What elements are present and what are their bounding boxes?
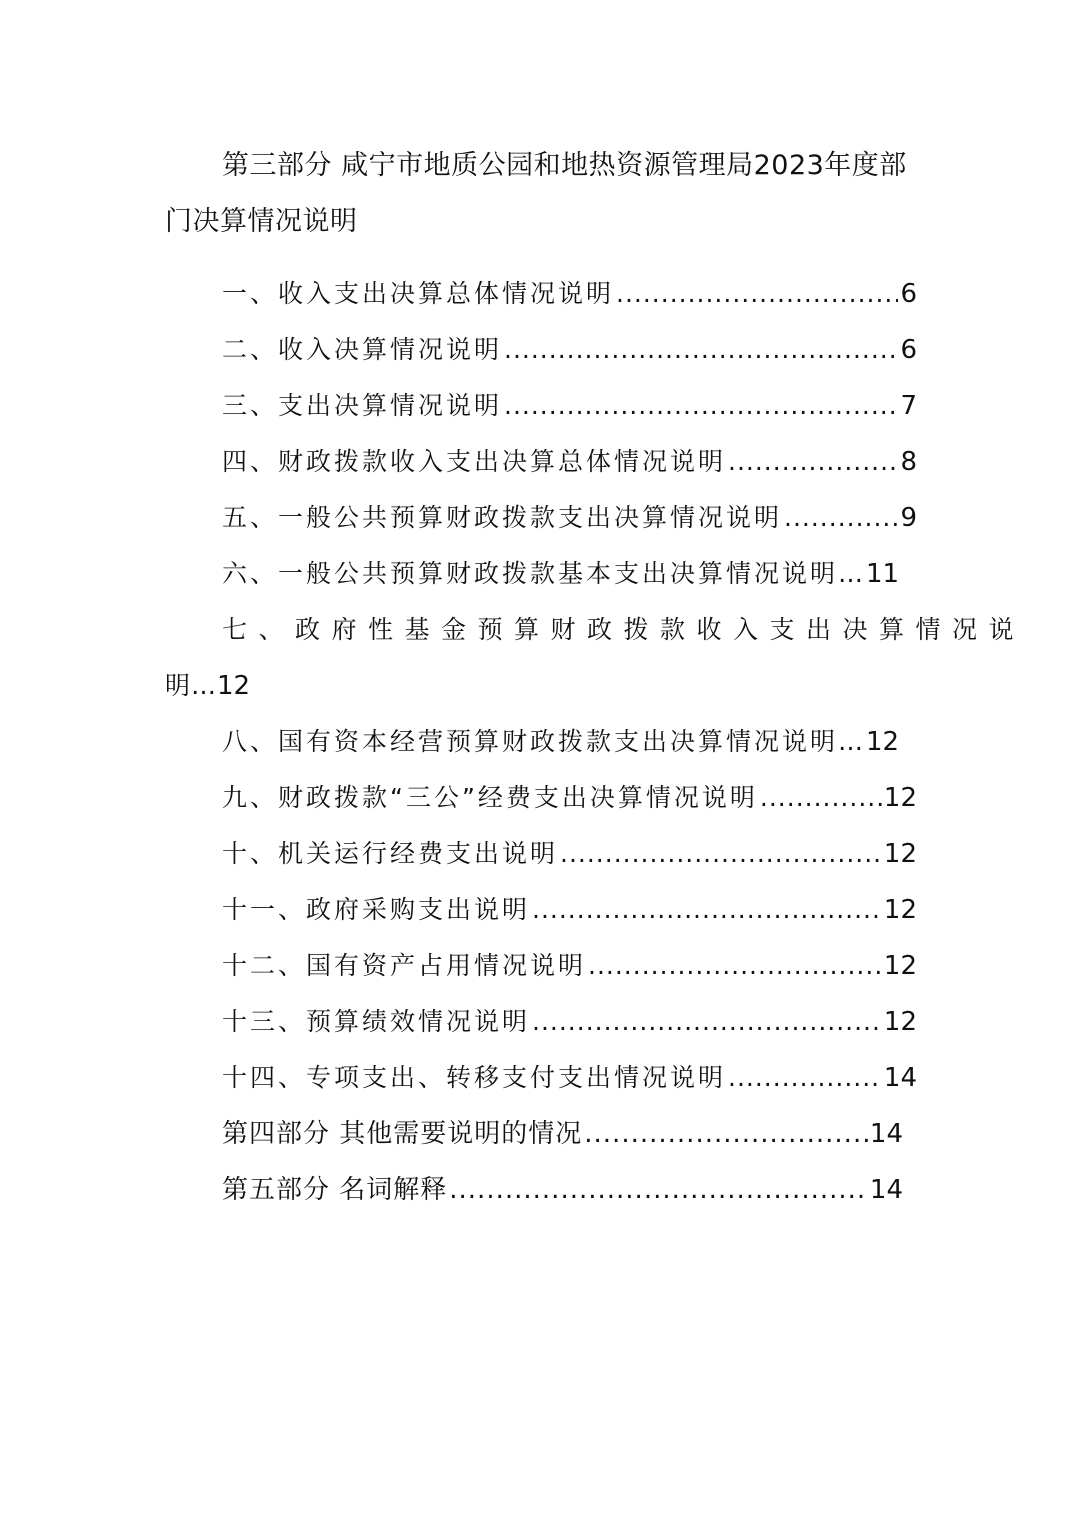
toc-entry-label: 十一、政府采购支出说明 <box>222 895 531 924</box>
toc-page-number: 12 <box>217 671 251 701</box>
toc-entry-wrapped[interactable] <box>165 602 1026 658</box>
toc-entry[interactable] <box>165 490 917 546</box>
toc-entry[interactable] <box>165 994 917 1050</box>
toc-entry[interactable] <box>165 714 917 770</box>
toc-entry-part[interactable] <box>165 1162 917 1218</box>
toc-leader-dots <box>616 266 898 322</box>
toc-entry-label: 四、财政拨款收入支出决算总体情况说明 <box>222 447 727 476</box>
toc-entry-continuation[interactable] <box>165 658 917 714</box>
toc-entry-part[interactable] <box>165 1106 917 1162</box>
toc-entry-label-continuation: 明… <box>165 671 218 700</box>
toc-entry[interactable] <box>165 938 917 994</box>
toc-entry-label: 三、支出决算情况说明 <box>222 391 503 420</box>
toc-page-number: 14 <box>869 1175 903 1205</box>
toc-entry-label: 十二、国有资产占用情况说明 <box>222 951 587 980</box>
toc-entry[interactable] <box>165 770 917 826</box>
toc-page-number: 9 <box>900 503 917 533</box>
table-of-contents <box>165 266 1026 1218</box>
toc-leader-dots <box>728 1050 882 1106</box>
page-title: 第三部分 咸宁市地质公园和地热资源管理局2023年度部门决算情况说明 <box>165 150 907 237</box>
toc-page-number: 12 <box>883 783 917 813</box>
toc-entry-label: 五、一般公共预算财政拨款支出决算情况说明 <box>222 503 783 532</box>
toc-page-number: 12 <box>883 1007 917 1037</box>
toc-page-number: 12 <box>883 839 917 869</box>
toc-entry-label: 十、机关运行经费支出说明 <box>222 839 559 868</box>
toc-entry-label: 第五部分 名词解释 <box>222 1175 448 1205</box>
toc-entry-label: 十四、专项支出、转移支付支出情况说明 <box>222 1063 727 1092</box>
toc-entry-label: 七、政府性基金预算财政拨款收入支出决算情况说 <box>222 615 1026 644</box>
toc-entry-label: 八、国有资本经营预算财政拨款支出决算情况说明… <box>222 727 867 756</box>
toc-page-number: 8 <box>900 447 917 477</box>
toc-entry-label: 六、一般公共预算财政拨款基本支出决算情况说明… <box>222 559 867 588</box>
toc-entry[interactable] <box>165 546 917 602</box>
toc-entry[interactable] <box>165 378 917 434</box>
toc-entry[interactable] <box>165 1050 917 1106</box>
toc-entry[interactable] <box>165 826 917 882</box>
toc-entry[interactable] <box>165 882 917 938</box>
toc-page-number: 12 <box>866 727 900 757</box>
toc-page-number: 6 <box>900 279 917 309</box>
toc-entry-label: 一、收入支出决算总体情况说明 <box>222 279 615 308</box>
toc-page-number: 12 <box>883 951 917 981</box>
toc-leader-dots <box>784 490 898 546</box>
toc-entry[interactable] <box>165 266 917 322</box>
toc-page-number: 14 <box>883 1063 917 1093</box>
toc-page-number: 12 <box>883 895 917 925</box>
toc-page-number: 11 <box>866 559 900 589</box>
toc-entry-label: 二、收入决算情况说明 <box>222 335 503 364</box>
toc-page-number: 6 <box>900 335 917 365</box>
toc-leader-dots <box>728 434 898 490</box>
toc-leader-dots <box>504 322 898 378</box>
toc-leader-dots <box>532 994 882 1050</box>
toc-entry-label: 九、财政拨款“三公”经费支出决算情况说明 <box>222 783 758 812</box>
toc-leader-dots <box>584 1106 868 1162</box>
toc-leader-dots <box>760 770 882 826</box>
toc-leader-dots <box>449 1162 868 1218</box>
toc-entry-label: 十三、预算绩效情况说明 <box>222 1007 531 1036</box>
toc-page-number: 14 <box>869 1119 903 1149</box>
toc-leader-dots <box>532 882 882 938</box>
toc-page-number: 7 <box>900 391 917 421</box>
toc-leader-dots <box>560 826 882 882</box>
toc-leader-dots <box>588 938 882 994</box>
toc-entry-label: 第四部分 其他需要说明的情况 <box>222 1119 583 1149</box>
toc-leader-dots <box>504 378 898 434</box>
toc-entry[interactable] <box>165 322 917 378</box>
toc-entry[interactable] <box>165 434 917 490</box>
